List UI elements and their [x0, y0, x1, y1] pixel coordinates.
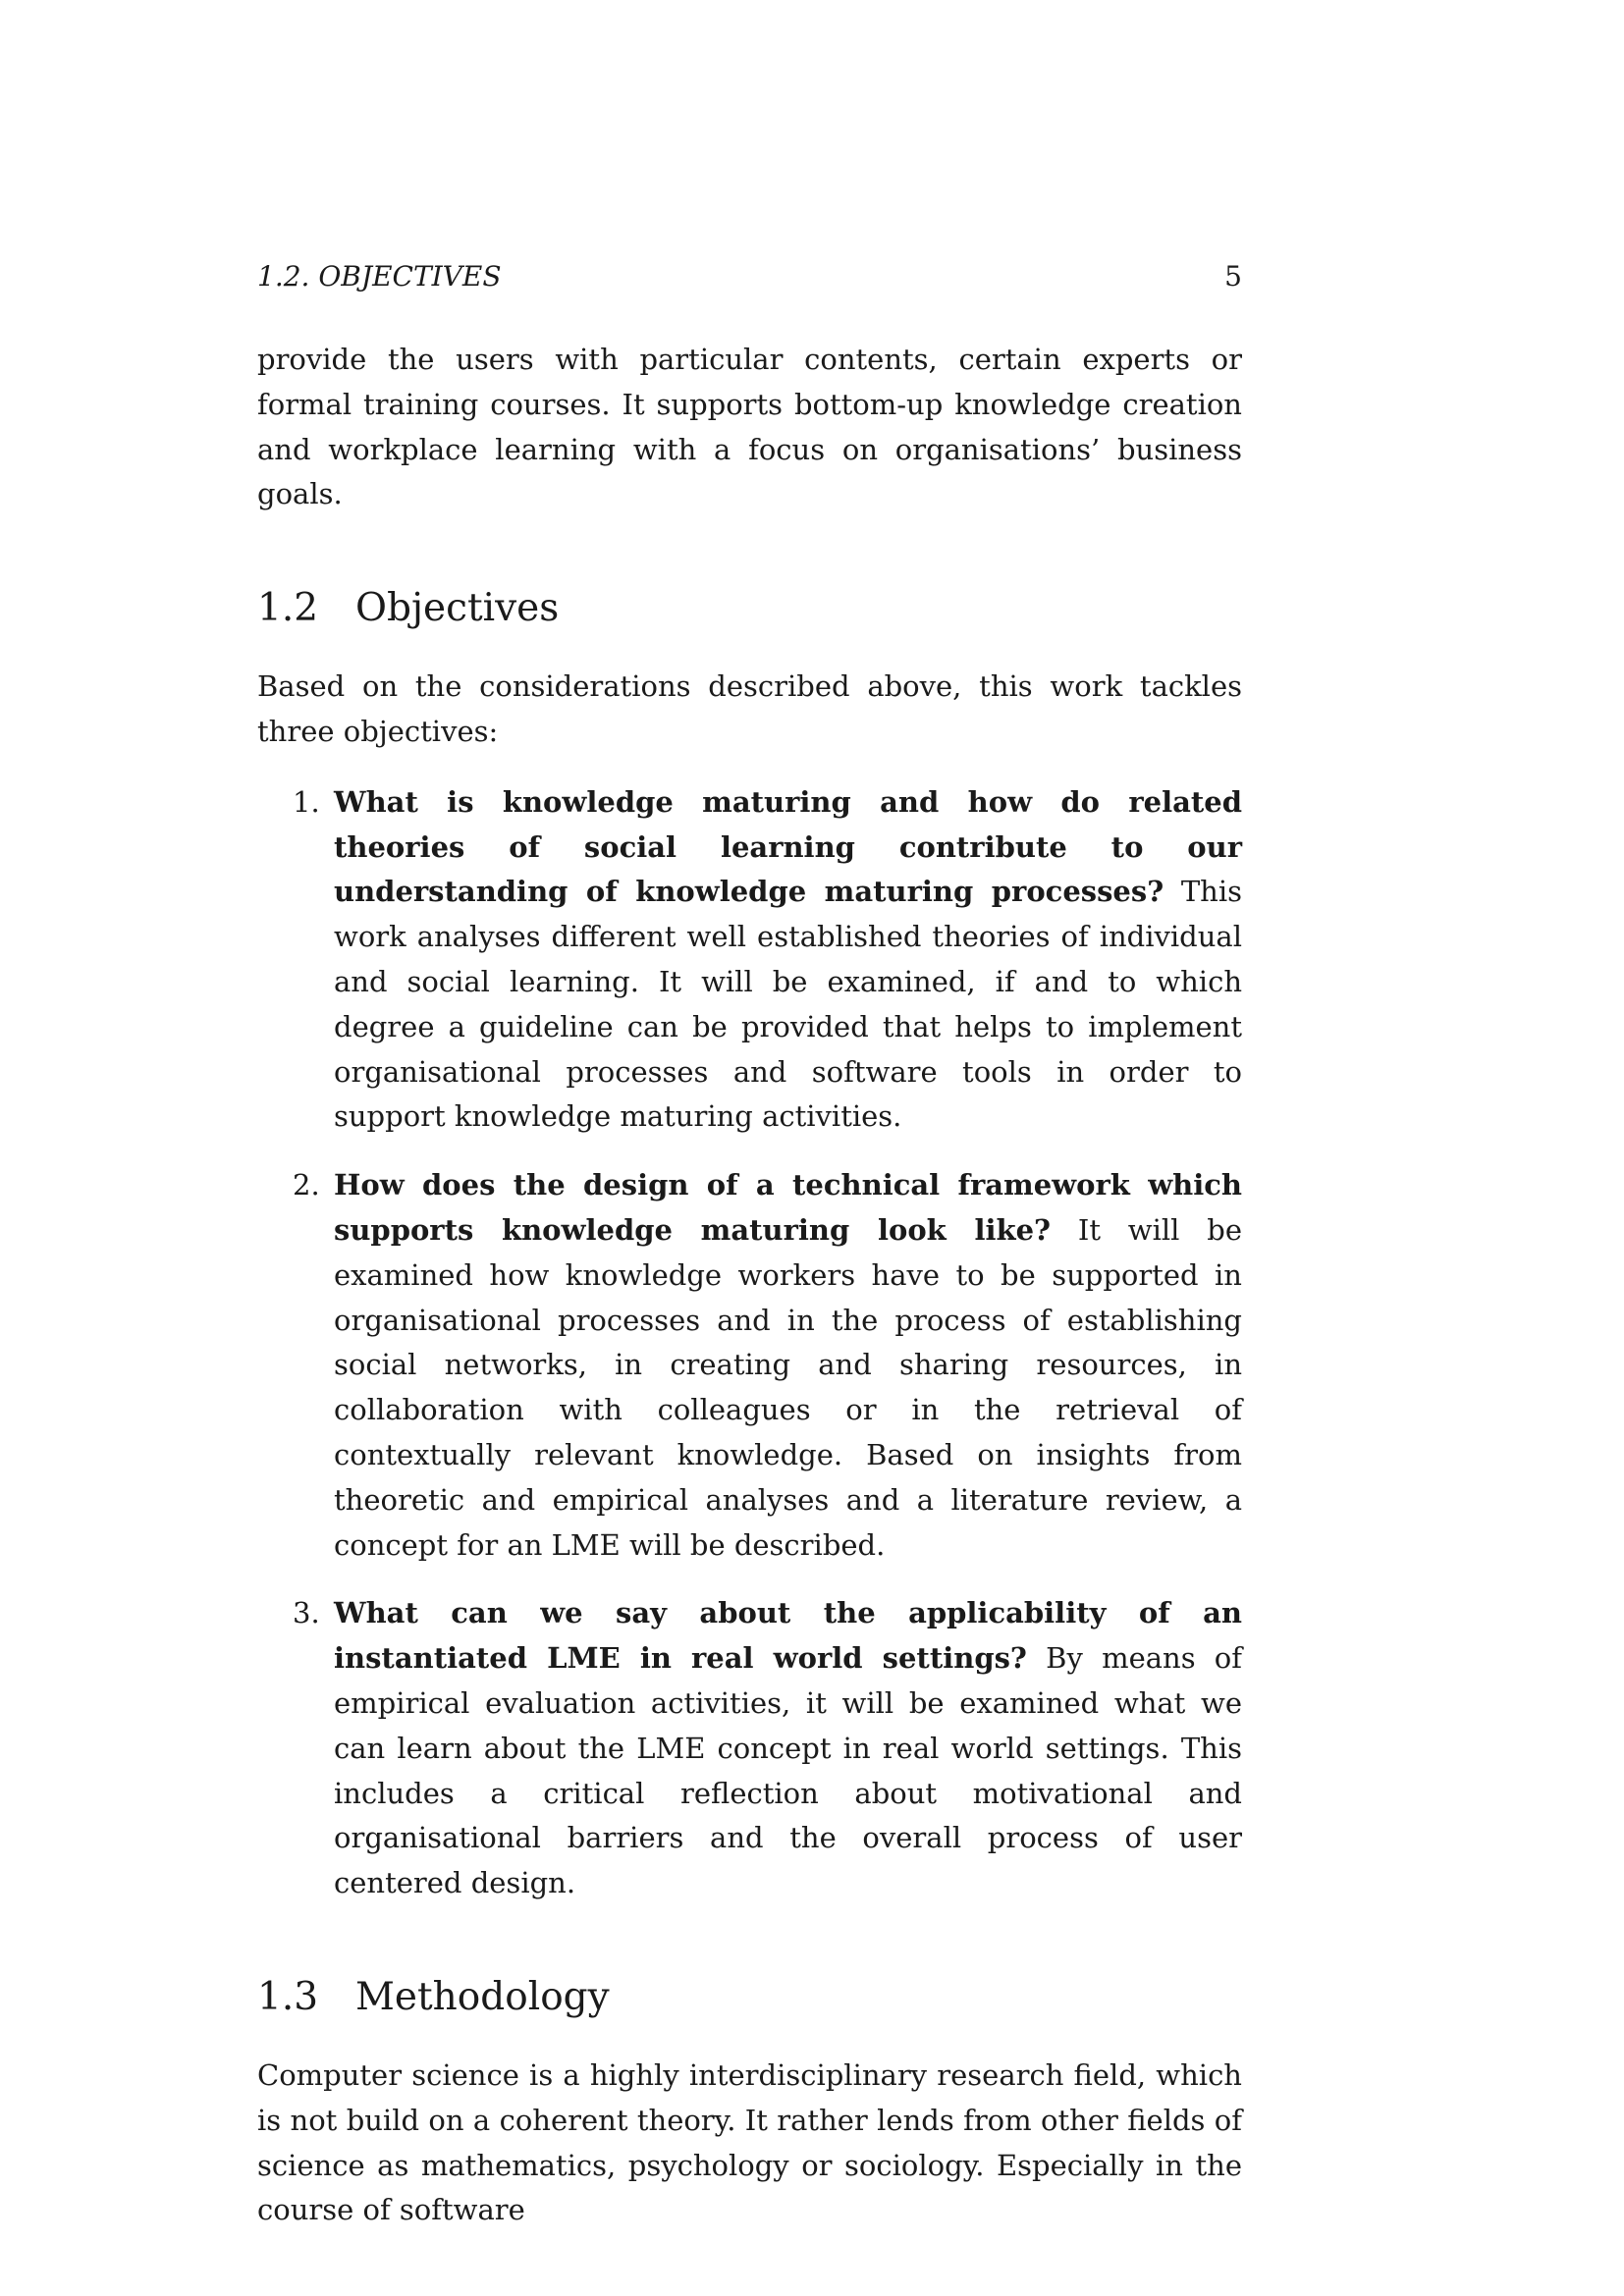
section-title: Objectives — [355, 586, 560, 631]
running-title: 1.2. OBJECTIVES — [257, 260, 502, 293]
page-number: 5 — [1224, 260, 1242, 293]
list-item — [257, 1163, 1242, 1568]
objectives-list — [257, 780, 1242, 1906]
item-number: 3. — [293, 1596, 320, 1630]
item-question: How does the design of a technical framework which supports knowledge maturing look like? — [334, 1168, 1242, 1247]
methodology-paragraph: Computer science is a highly interdisciplinary research field, which is not build on a coherent theory. It rather lends from other fields of science as mathematics, psychology or sociology. Especially in the course of software — [257, 2057, 1242, 2227]
item-question: What can we say about the applicability of an instantiated LME in real world settings? — [334, 1596, 1242, 1676]
item-number: 2. — [293, 1168, 320, 1202]
list-item — [257, 780, 1242, 1140]
running-header — [257, 257, 1242, 296]
section-number: 1.3 — [257, 1974, 319, 2019]
section-heading-methodology — [257, 1973, 1242, 2022]
item-body — [334, 1591, 1242, 1906]
intro-paragraph: provide the users with particular contents, certain experts or formal training courses. It supports bottom-up knowledge creation and workplace learning with a focus on organisations’ business goals. — [257, 343, 1242, 511]
document-page — [257, 257, 1242, 2233]
section-title: Methodology — [355, 1974, 610, 2019]
section-number: 1.2 — [257, 586, 319, 631]
item-body — [334, 1163, 1242, 1568]
item-body — [334, 780, 1242, 1140]
item-question: What is knowledge maturing and how do related theories of social learning contribute to our understanding of knowledge maturing processes? — [334, 784, 1242, 909]
item-text: This work analyses different well established theories of individual and social learning. It will be examined, if and to which degree a guideline can be provided that helps to implement organisational processes and software tools in order to support knowledge maturing activities. — [334, 875, 1242, 1134]
item-number: 1. — [293, 784, 320, 819]
item-text: It will be examined how knowledge workers have to be supported in organisational processes and in the process of establishing social networks, in creating and sharing resources, in collaboration with colleagues or in the retrieval of contextually relevant knowledge. Based on insights from theoretic and empirical analyses and a literature review, a concept for an LME will be described. — [334, 1212, 1242, 1562]
section-heading-objectives — [257, 584, 1242, 633]
list-item — [257, 1591, 1242, 1906]
objectives-intro: Based on the considerations described above, this work tackles three objectives: — [257, 669, 1242, 748]
item-text: By means of empirical evaluation activities, it will be examined what we can learn about the LME concept in real world settings. This includes a critical reflection about motivational and organisational barriers and the overall process of user centered design. — [334, 1641, 1243, 1900]
